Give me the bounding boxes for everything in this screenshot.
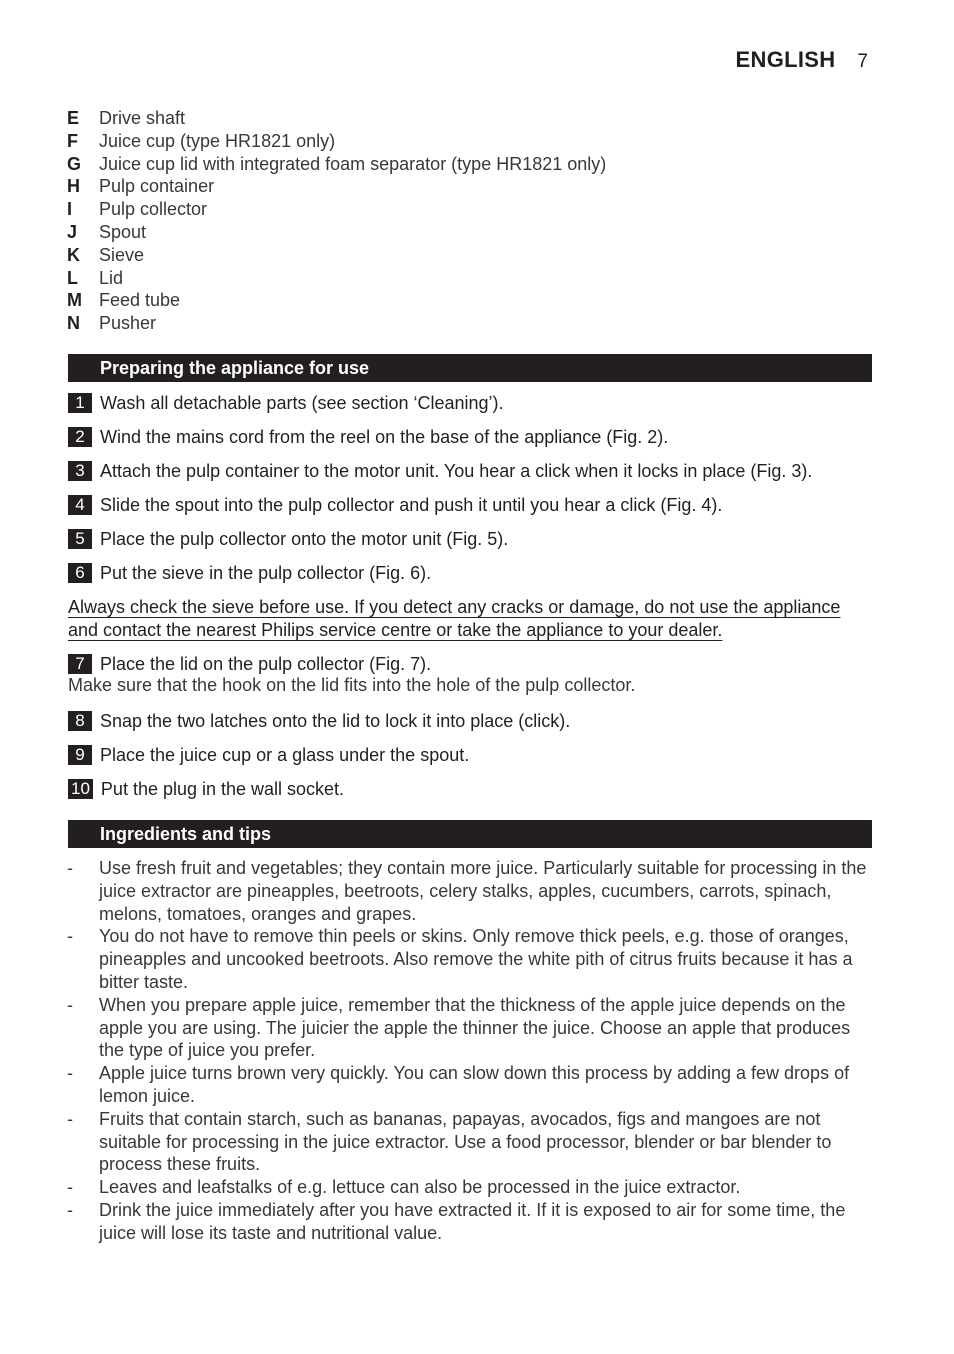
- list-item: [67, 1199, 867, 1245]
- part-letter: H: [67, 176, 80, 197]
- parts-list: [67, 107, 606, 335]
- part-name: Juice cup lid with integrated foam separator (type HR1821 only): [99, 153, 607, 174]
- step-number: 10: [68, 779, 93, 799]
- list-item: [67, 925, 867, 993]
- list-item: [67, 267, 606, 290]
- part-name: Spout: [99, 221, 147, 242]
- step-text: Wash all detachable parts (see section ‘Cleaning’).: [100, 392, 504, 413]
- step-number: 9: [68, 745, 92, 765]
- part-letter: K: [67, 244, 80, 265]
- list-item: [67, 153, 606, 176]
- step-text: Place the juice cup or a glass under the spout.: [100, 744, 470, 765]
- list-item: [67, 1176, 867, 1199]
- page-number: 7: [857, 51, 868, 72]
- part-letter: L: [67, 267, 78, 288]
- part-name: Pusher: [99, 313, 157, 334]
- step-3: [68, 460, 812, 482]
- step-text: Put the plug in the wall socket.: [100, 778, 345, 799]
- bullet-dash: -: [67, 1199, 73, 1220]
- tip-text: Apple juice turns brown very quickly. You can slow down this process by adding a few drops of lemon juice.: [99, 1063, 850, 1106]
- step-2: [68, 426, 668, 448]
- step-10: [68, 778, 344, 800]
- list-item: [67, 107, 606, 130]
- list-item: [67, 994, 867, 1062]
- part-letter: G: [67, 153, 82, 174]
- step-number: 1: [68, 393, 92, 413]
- step-text: Slide the spout into the pulp collector and push it until you hear a click (Fig. 4).: [100, 494, 723, 515]
- list-item: [67, 312, 606, 335]
- step-number: 6: [68, 563, 92, 583]
- step-text: Wind the mains cord from the reel on the base of the appliance (Fig. 2).: [100, 426, 669, 447]
- page-header: [736, 47, 868, 73]
- warning-line: and contact the nearest Philips service centre or take the appliance to your dealer.: [68, 619, 723, 640]
- tip-text: When you prepare apple juice, remember that the thickness of the apple juice depends on the apple you are using. The juicier the apple the thinner the juice. Choose an apple that produces the type of juice you prefer.: [99, 994, 851, 1061]
- part-name: Feed tube: [99, 290, 181, 311]
- warning-line: Always check the sieve before use. If you detect any cracks or damage, do not use the appliance: [68, 597, 841, 617]
- step-7: [68, 653, 431, 675]
- list-item: [67, 175, 606, 198]
- list-item: [67, 198, 606, 221]
- part-letter: M: [67, 290, 82, 311]
- part-name: Sieve: [99, 244, 145, 265]
- bullet-dash: -: [67, 858, 73, 878]
- bullet-dash: -: [67, 926, 73, 947]
- part-name: Juice cup (type HR1821 only): [99, 130, 336, 151]
- tip-text: Drink the juice immediately after you have extracted it. If it is exposed to air for some time, the juice will lose its taste and nutritional value.: [99, 1199, 846, 1243]
- list-item: [67, 244, 606, 267]
- list-item: [67, 221, 606, 244]
- list-item: [67, 857, 867, 925]
- step-number: 5: [68, 529, 92, 549]
- step-4: [68, 494, 722, 516]
- tips-list: [67, 857, 867, 1245]
- list-item: [67, 1062, 867, 1108]
- step-text: Attach the pulp container to the motor unit. You hear a click when it locks in place (Fig. 3).: [100, 460, 813, 481]
- tip-text: You do not have to remove thin peels or skins. Only remove thick peels, e.g. those of oranges, pineapples and uncooked beetroots. Also remove the white pith of citrus fruits because it has a bitter taste.: [99, 926, 853, 992]
- step-number: 3: [68, 461, 92, 481]
- part-letter: J: [67, 221, 78, 242]
- step-number: 8: [68, 711, 92, 731]
- step-text: Place the lid on the pulp collector (Fig. 7).: [100, 653, 432, 674]
- section-heading-preparing: Preparing the appliance for use: [68, 354, 872, 382]
- part-letter: I: [67, 199, 73, 220]
- step-number: 2: [68, 427, 92, 447]
- tip-text: Leaves and leafstalks of e.g. lettuce can also be processed in the juice extractor.: [99, 1177, 741, 1198]
- part-name: Pulp collector: [99, 199, 208, 220]
- part-letter: N: [67, 313, 80, 334]
- warning-text: [68, 596, 868, 641]
- step-text: Snap the two latches onto the lid to lock it into place (click).: [100, 710, 571, 731]
- bullet-dash: -: [67, 994, 73, 1015]
- step-7-note: Make sure that the hook on the lid fits into the hole of the pulp collector.: [68, 675, 636, 695]
- step-6: [68, 562, 431, 584]
- bullet-dash: -: [67, 1063, 73, 1084]
- list-item: [67, 289, 606, 312]
- list-item: [67, 130, 606, 153]
- list-item: [67, 1108, 867, 1176]
- part-name: Lid: [99, 267, 124, 288]
- part-letter: E: [67, 108, 80, 128]
- step-number: 7: [68, 654, 92, 674]
- part-name: Drive shaft: [99, 108, 186, 128]
- step-8: [68, 710, 570, 732]
- tip-text: Use fresh fruit and vegetables; they contain more juice. Particularly suitable for processing in the juice extractor are pineapples, beetroots, celery stalks, apples, cucumbers, carrots, spinach, melons, tomatoes, oranges and grapes.: [99, 858, 867, 924]
- part-letter: F: [67, 130, 78, 151]
- tip-text: Fruits that contain starch, such as bananas, papayas, avocados, figs and mangoes are not suitable for processing in the juice extractor. Use a food processor, blender or bar blender to process these fruits.: [99, 1108, 832, 1175]
- step-5: [68, 528, 508, 550]
- step-text: Place the pulp collector onto the motor unit (Fig. 5).: [100, 528, 509, 549]
- part-name: Pulp container: [99, 176, 215, 197]
- step-number: 4: [68, 495, 92, 515]
- section-heading-ingredients: Ingredients and tips: [68, 820, 872, 848]
- language-label: ENGLISH: [735, 47, 836, 72]
- step-text: Put the sieve in the pulp collector (Fig. 6).: [100, 562, 432, 583]
- step-9: [68, 744, 469, 766]
- bullet-dash: -: [67, 1108, 73, 1129]
- step-1: [68, 392, 504, 414]
- bullet-dash: -: [67, 1177, 73, 1198]
